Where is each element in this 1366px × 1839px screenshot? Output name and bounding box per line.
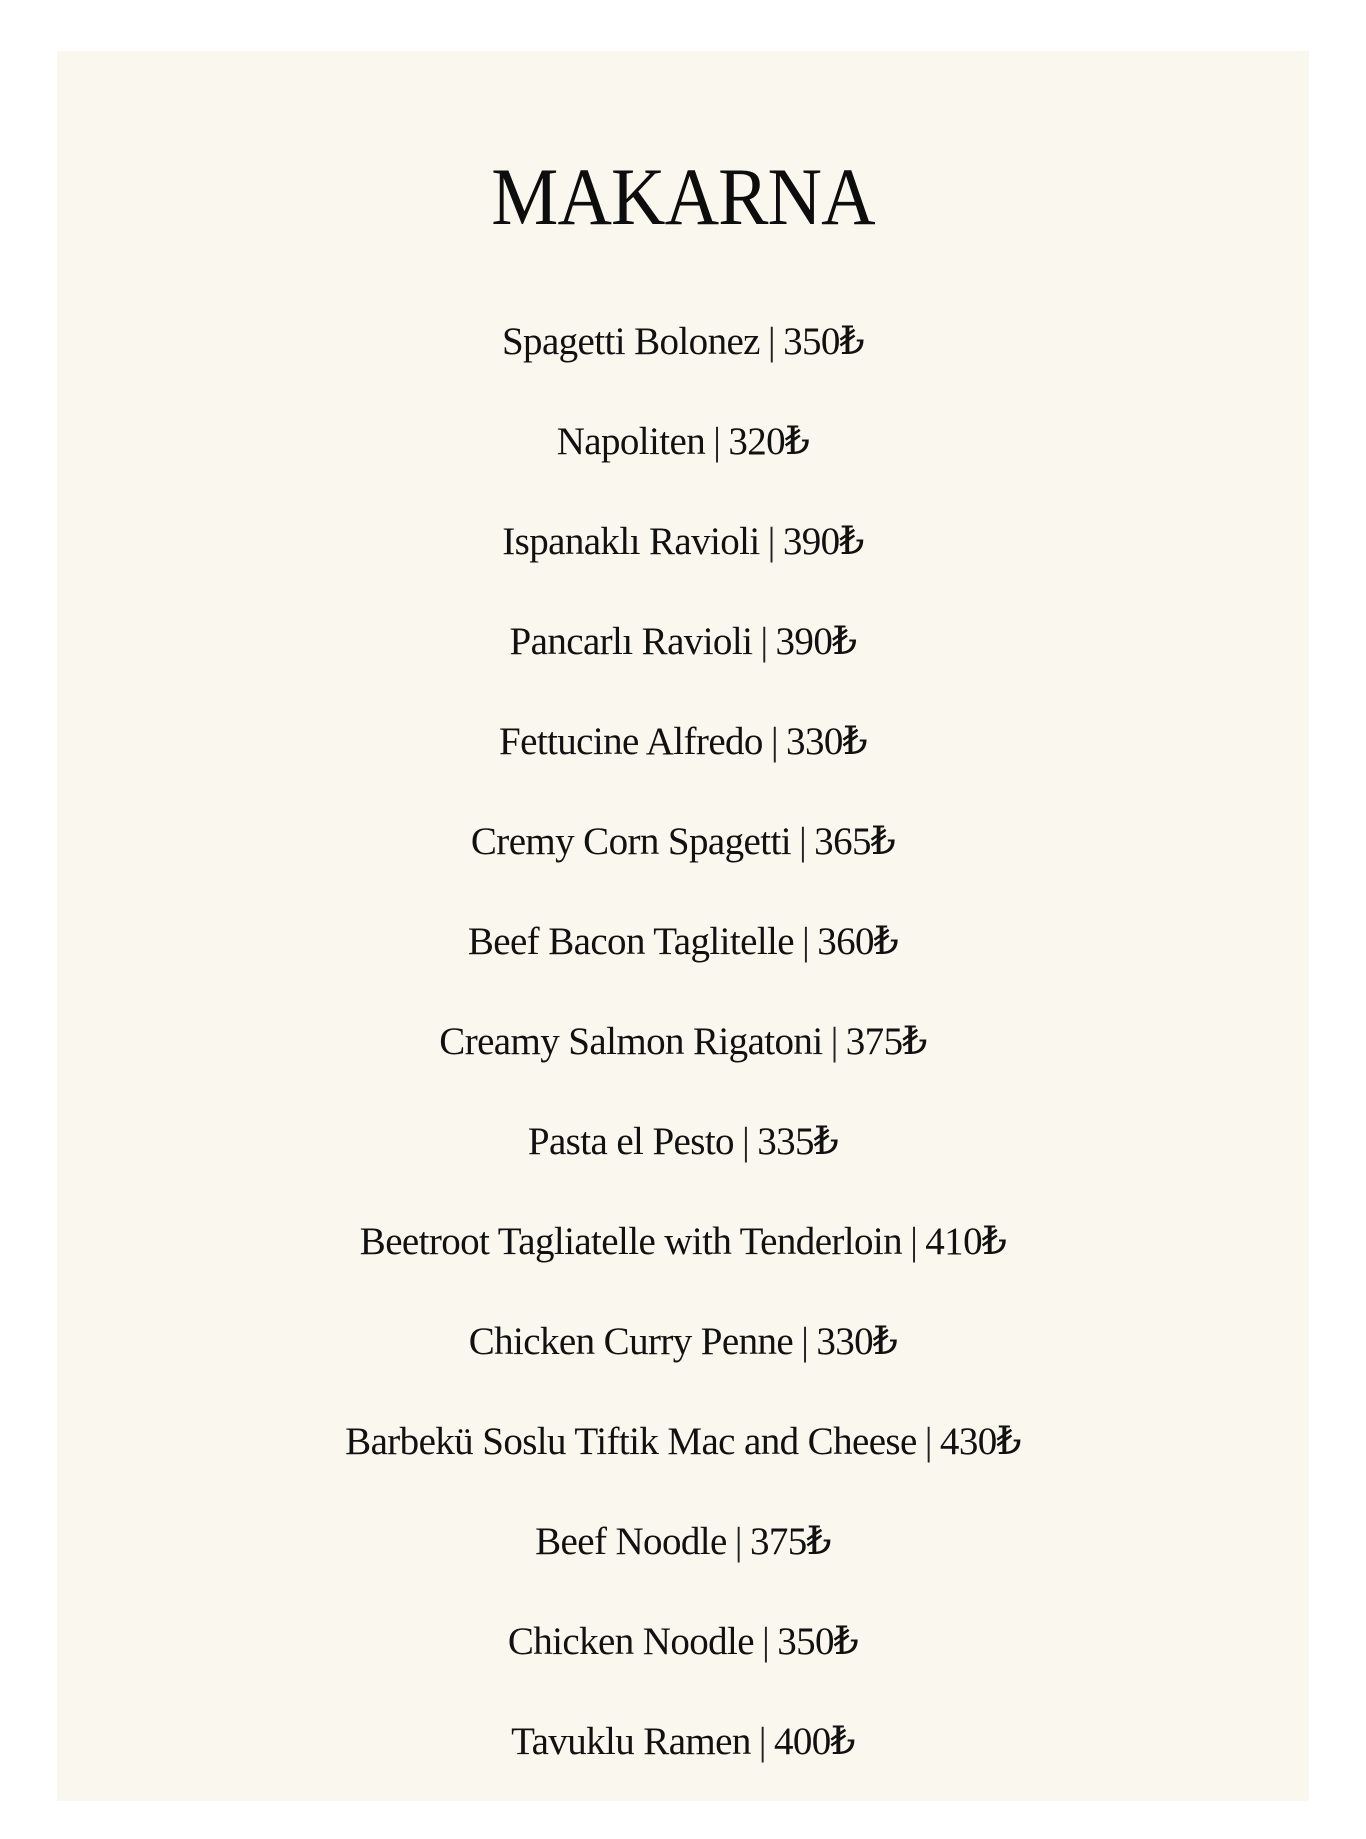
menu-item <box>57 1622 1309 1661</box>
item-price: 410₺ <box>925 1220 1007 1263</box>
menu-item <box>57 1722 1309 1761</box>
item-name: Pasta el Pesto <box>527 1120 734 1163</box>
item-price: 430₺ <box>939 1420 1021 1463</box>
price-separator: | <box>802 920 810 963</box>
item-name: Spagetti Bolonez <box>501 320 760 363</box>
menu-item <box>57 1222 1309 1261</box>
menu-item <box>57 922 1309 961</box>
menu-item <box>57 622 1309 661</box>
item-price: 320₺ <box>728 420 810 463</box>
menu-item <box>57 1522 1309 1561</box>
item-price: 400₺ <box>773 1720 855 1763</box>
item-name: Ispanaklı Ravioli <box>502 520 760 563</box>
menu-item <box>57 322 1309 361</box>
item-name: Tavuklu Ramen <box>511 1720 751 1763</box>
item-price: 390₺ <box>775 620 857 663</box>
item-price: 365₺ <box>814 820 896 863</box>
price-separator: | <box>767 320 776 363</box>
price-separator: | <box>734 1520 742 1563</box>
item-price: 330₺ <box>786 720 867 763</box>
menu-item <box>57 1022 1309 1061</box>
item-name: Barbekü Soslu Tiftik Mac and Cheese <box>345 1420 917 1463</box>
price-separator: | <box>770 720 779 763</box>
item-name: Beetroot Tagliatelle with Tenderloin <box>359 1220 903 1263</box>
menu-item <box>57 722 1309 761</box>
item-name: Beef Noodle <box>535 1520 727 1563</box>
price-separator: | <box>830 1020 838 1063</box>
price-separator: | <box>798 820 807 863</box>
item-name: Pancarlı Ravioli <box>509 620 753 663</box>
price-separator: | <box>758 1720 766 1763</box>
item-name: Beef Bacon Taglitelle <box>467 920 794 963</box>
item-price: 375₺ <box>845 1020 927 1063</box>
menu-item <box>57 822 1309 861</box>
page-title: MAKARNA <box>491 151 875 242</box>
price-separator: | <box>760 620 768 663</box>
item-name: Napoliten <box>556 420 706 463</box>
item-name: Chicken Noodle <box>507 1620 754 1663</box>
item-name: Creamy Salmon Rigatoni <box>439 1020 823 1063</box>
item-name: Chicken Curry Penne <box>468 1320 794 1363</box>
menu-item <box>57 1422 1309 1461</box>
price-separator: | <box>910 1220 918 1263</box>
item-price: 390₺ <box>782 520 864 563</box>
price-separator: | <box>924 1420 932 1463</box>
menu-item <box>57 1122 1309 1161</box>
menu-page <box>57 51 1309 1801</box>
item-price: 360₺ <box>817 920 899 963</box>
price-separator: | <box>741 1120 750 1163</box>
price-separator: | <box>801 1320 809 1363</box>
menu-item <box>57 522 1309 561</box>
price-separator: | <box>767 520 775 563</box>
item-name: Cremy Corn Spagetti <box>470 820 791 863</box>
menu-item <box>57 1322 1309 1361</box>
item-price: 350₺ <box>783 320 865 363</box>
price-separator: | <box>713 420 721 463</box>
menu-item <box>57 422 1309 461</box>
item-name: Fettucine Alfredo <box>499 720 763 763</box>
price-separator: | <box>762 1620 770 1663</box>
item-price: 335₺ <box>757 1120 839 1163</box>
item-price: 350₺ <box>777 1620 859 1663</box>
item-price: 330₺ <box>816 1320 898 1363</box>
item-price: 375₺ <box>749 1520 831 1563</box>
